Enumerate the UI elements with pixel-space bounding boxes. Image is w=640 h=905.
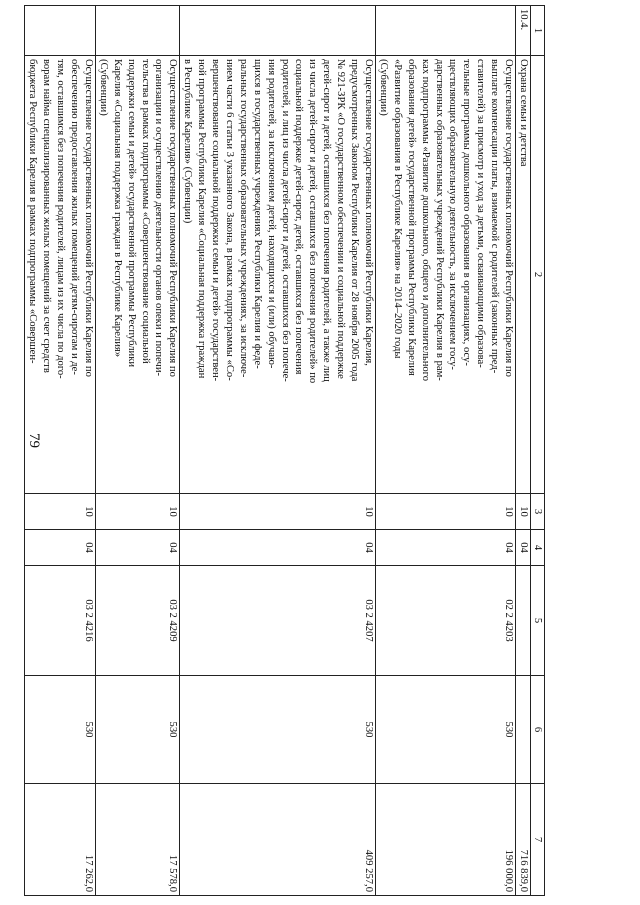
subsection-code-cell: 04 (180, 530, 376, 566)
target-article-cell: 03 2 4216 (25, 566, 96, 676)
description-line: № 921-ЗРК «О государственном обеспечении и социальной поддержке (335, 59, 347, 379)
description-line: нием части 6 статьи 3 указанного Закона, в рамках подпрограммы «Со- (223, 59, 235, 381)
amount-cell: 409 257,0 (180, 784, 376, 896)
table-row (95, 6, 179, 896)
header-cell: 7 (531, 784, 545, 896)
section-code-cell: 10 (95, 494, 179, 530)
target-article-cell: 03 2 4207 (180, 566, 376, 676)
description-line: родителей, и лиц из числа детей-сирот и детей, оставшихся без попече- (279, 59, 291, 382)
description-line: дарственных образовательных учреждений Республики Карелия в рам- (433, 59, 445, 381)
amount-cell: 196 000,0 (376, 784, 516, 896)
expense-type-cell: 530 (25, 676, 96, 784)
header-cell: 1 (531, 6, 545, 56)
description-line: образования детей» государственной программы Республики Карелия (405, 59, 417, 376)
subsection-code-cell: 04 (516, 530, 531, 566)
description-line: Осуществление государственных полномочий Республики Карелия, (363, 59, 375, 366)
description-line: из числа детей-сирот и детей, оставшихся без попечения родителей» по (307, 59, 319, 384)
page-number: 79 (26, 433, 42, 448)
subsection-code-cell: 04 (95, 530, 179, 566)
description-line: (Субвенции) (97, 59, 109, 116)
subsection-code-cell: 04 (376, 530, 516, 566)
description-line: Осуществление государственных полномочий Республики Карелия по (503, 59, 515, 377)
description-line: ворам найма специализированных жилых помещений за счет средств (41, 59, 53, 373)
header-cell: 3 (531, 494, 545, 530)
description-line: вершенствование социальной поддержки семьи и детей» государствен- (210, 59, 222, 382)
description-line: ния родителей, за исключением детей, находящихся и (или) обучаю- (265, 59, 277, 369)
description-line: предусмотренных Законом Республики Карелия от 28 ноября 2005 года (349, 59, 361, 382)
target-article-cell (516, 566, 531, 676)
description-line: щихся в государственных учреждениях Республики Карелия и феде- (251, 59, 263, 369)
description-line: Осуществление государственных полномочий Республики Карелия по (82, 59, 94, 377)
expense-type-cell: 530 (376, 676, 516, 784)
description-line: ной программы Республики Карелия «Социальная поддержка граждан (196, 59, 208, 379)
section-code-cell: 10 (25, 494, 96, 530)
row-number-cell (95, 6, 179, 56)
row-number-cell (25, 6, 96, 56)
amount-cell: 17 578,0 (95, 784, 179, 896)
budget-table (24, 5, 545, 896)
header-cell: 6 (531, 676, 545, 784)
description-line: ставителей) за присмотр и уход за детьми, осваивающими образова- (475, 59, 487, 368)
target-article-cell: 03 2 4209 (95, 566, 179, 676)
row-number-cell (376, 6, 516, 56)
description-line: детей-сирот и детей, оставшихся без попечения родителей, а также лиц (321, 59, 333, 382)
description-line: Карелия «Социальная поддержка граждан в Республике Карелия» (111, 59, 123, 358)
table-row (180, 6, 376, 896)
description-line: обеспечению предоставления жилых помещений детям-сиротам и де- (69, 59, 80, 375)
description-line: тям, оставшимся без попечения родителей, лицам из их числа по дого- (55, 59, 67, 379)
header-cell: 5 (531, 566, 545, 676)
amount-cell: 716 839,0 (516, 784, 531, 896)
section-code-cell: 10 (516, 494, 531, 530)
description-line: (Субвенции) (377, 59, 389, 116)
description-line: бюджета Республики Карелия в рамках подпрограммы «Совершен- (27, 59, 39, 364)
description-line: ществляющих образовательную деятельность, за исключением госу- (447, 59, 459, 370)
description-cell (25, 56, 96, 494)
section-code-cell: 10 (376, 494, 516, 530)
description-cell (376, 56, 516, 494)
description-line: Охрана семьи и детства (518, 59, 529, 167)
row-number-cell: 10.4. (516, 6, 531, 56)
subsection-code-cell: 04 (25, 530, 96, 566)
description-line: социальной поддержке детей-сирот, детей, оставшихся без попечения (293, 59, 305, 375)
table-row (25, 6, 96, 896)
description-line: поддержки семьи и детей» государственной программы Республики (125, 59, 137, 368)
expense-type-cell: 530 (95, 676, 179, 784)
description-line: Осуществление государственных полномочий Республики Карелия по (167, 59, 179, 377)
description-cell (516, 56, 531, 494)
expense-type-cell: 530 (180, 676, 376, 784)
section-code-cell: 10 (180, 494, 376, 530)
expense-type-cell (516, 676, 531, 784)
target-article-cell: 02 2 4203 (376, 566, 516, 676)
table-row (376, 6, 516, 896)
header-cell: 2 (531, 56, 545, 494)
header-cell: 4 (531, 530, 545, 566)
header-row (531, 6, 545, 896)
description-cell (180, 56, 376, 494)
description-line: ральных государственных образовательных учреждениях, за исключе- (237, 59, 249, 378)
description-line: ках подпрограммы «Развитие дошкольного, общего и дополнительного (419, 59, 431, 382)
row-number-cell (180, 6, 376, 56)
description-line: тельные программы дошкольного образования в организациях, осу- (461, 59, 473, 366)
amount-cell: 17 262,0 (25, 784, 96, 896)
table-row (516, 6, 531, 896)
description-line: выплате компенсации платы, взимаемой с родителей (законных пред- (489, 59, 501, 374)
description-line: в Республике Карелия» (Субвенции) (182, 59, 194, 224)
description-line: тельства в рамках подпрограммы «Совершенствование социальной (139, 59, 151, 364)
description-cell (95, 56, 179, 494)
description-line: «Развитие образования в Республике Карелия» на 2014–2020 годы (391, 59, 403, 359)
description-line: организации и осуществлению деятельности органов опеки и попечи- (153, 59, 165, 377)
